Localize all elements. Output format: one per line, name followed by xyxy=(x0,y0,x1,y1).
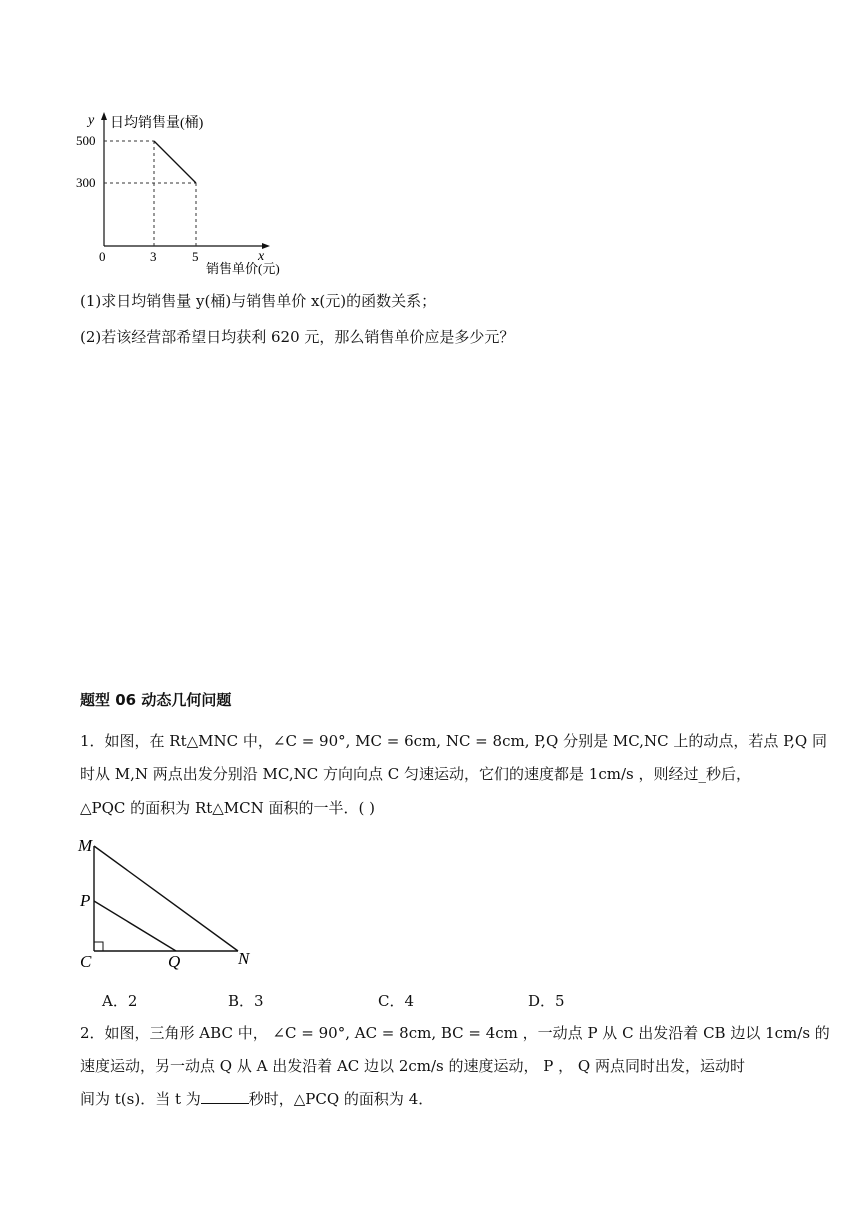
x-tick-3: 3 xyxy=(150,249,157,264)
option-b[interactable]: B．3 xyxy=(228,992,264,1010)
label-m: M xyxy=(78,836,93,855)
segment-pq xyxy=(94,901,176,951)
right-angle-mark xyxy=(94,942,103,951)
y-axis-arrow xyxy=(101,112,107,120)
option-d[interactable]: D．5 xyxy=(528,992,565,1010)
question-part-2: (2)若该经营部希望日均获利 620 元，那么销售单价应是多少元？ xyxy=(80,328,515,346)
q2-line-2: 速度运动，另一动点 Q 从 A 出发沿着 AC 边以 2cm/s 的速度运动， P ， Q 两点同时出发，运动时 xyxy=(80,1057,745,1075)
q2-line-3 xyxy=(80,1088,433,1110)
q2-line-1: 2．如图，三角形 ABC 中， ∠C = 90°, AC = 8cm, BC = 4cm ，一动点 P 从 C 出发沿着 CB 边以 1cm/s 的 xyxy=(80,1024,830,1042)
option-a[interactable]: A．2 xyxy=(102,992,138,1010)
sales-graph xyxy=(70,108,300,280)
y-axis-label: 日均销售量(桶) xyxy=(110,116,204,131)
origin-label: 0 xyxy=(99,249,106,264)
sales-segment xyxy=(154,141,196,183)
q1-line-3: △PQC 的面积为 Rt△MCN 面积的一半．( ) xyxy=(80,799,375,817)
x-axis-label: 销售单价(元) xyxy=(206,261,280,276)
q1-line-2: 时从 M,N 两点出发分别沿 MC,NC 方向向点 C 匀速运动，它们的速度都是 1cm/s ，则经过_秒后， xyxy=(80,765,751,783)
x-tick-5: 5 xyxy=(192,249,199,264)
q1-line-1: 1．如图，在 Rt△MNC 中，∠C = 90°, MC = 6cm, NC = 8cm, P,Q 分别是 MC,NC 上的动点，若点 P,Q 同 xyxy=(80,732,827,750)
y-tick-300: 300 xyxy=(76,175,96,190)
question-part-1: (1)求日均销售量 y(桶)与销售单价 x(元)的函数关系； xyxy=(80,292,437,310)
q2-line-3-end: 秒时，△PCQ 的面积为 4． xyxy=(248,1090,434,1108)
label-c: C xyxy=(80,952,92,971)
q2-line-3-start: 间为 t(s)．当 t 为 xyxy=(80,1090,201,1108)
option-c[interactable]: C．4 xyxy=(378,992,415,1010)
y-var-label: y xyxy=(88,113,95,128)
triangle-figure xyxy=(76,834,266,974)
section-title: 题型 06 动态几何问题 xyxy=(80,691,232,709)
answer-blank[interactable] xyxy=(201,1089,249,1104)
side-mn xyxy=(94,846,238,951)
label-n: N xyxy=(238,949,250,968)
x-var-label: x xyxy=(258,249,265,264)
label-p: P xyxy=(80,891,91,910)
label-q: Q xyxy=(168,952,181,971)
y-tick-500: 500 xyxy=(76,133,96,148)
